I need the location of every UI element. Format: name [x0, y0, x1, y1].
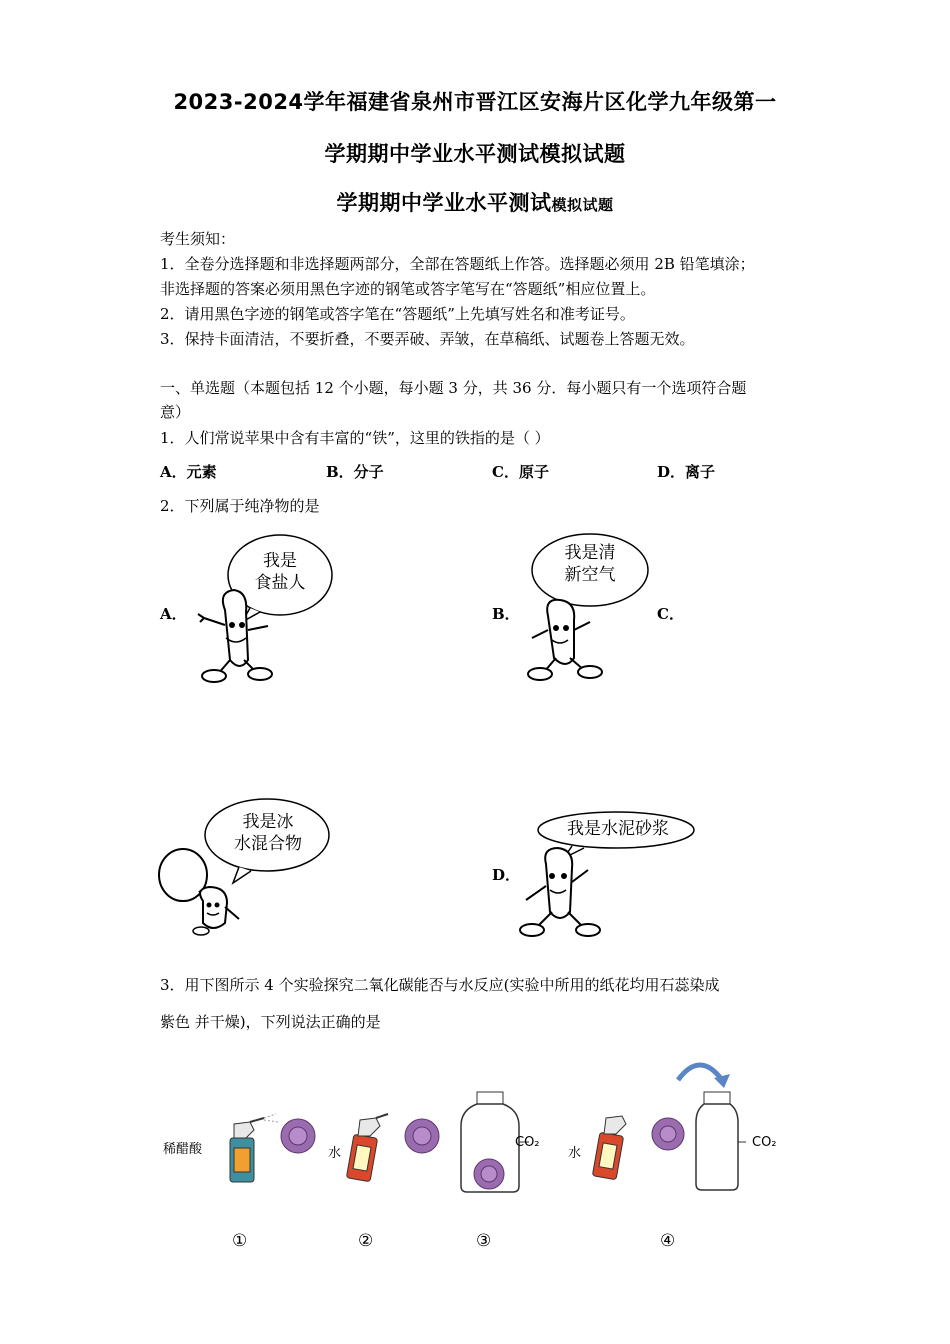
title-line-2: 学期期中学业水平测试模拟试题: [324, 142, 626, 166]
notice-item-1a: 1．全卷分选择题和非选择题两部分，全部在答题纸上作答。选择题必须用 2B 铅笔填涂；: [160, 255, 755, 273]
q1-option-b[interactable]: B．分子: [326, 463, 384, 481]
bubble-c-text: [213, 811, 323, 855]
q3-stem-a: 3．用下图所示 4 个实验探究二氧化碳能否与水反应(实验中所用的纸花均用石蕊染成: [160, 976, 720, 994]
q2-label-d[interactable]: D．: [492, 866, 521, 884]
experiment-1-illustration: [220, 1108, 330, 1188]
bubble-a-line-2: 食盐人: [254, 573, 306, 593]
bubble-b-text: [542, 542, 638, 586]
bubble-a-text: [234, 550, 326, 594]
notice-heading: 考生须知：: [160, 230, 236, 248]
bubble-b-line-2: 新空气: [564, 565, 616, 585]
section-heading-a: 一、单选题（本题包括 12 个小题，每小题 3 分，共 36 分．每小题只有一个选项符合题: [160, 379, 747, 397]
title-line-3-main: 学期期中学业水平测试: [336, 191, 552, 215]
bubble-c-line-2: 水混合物: [234, 834, 302, 854]
experiment-2-illustration: [340, 1100, 450, 1185]
q1-option-d[interactable]: D．离子: [657, 463, 716, 481]
q2-label-a[interactable]: A．: [160, 605, 187, 623]
notice-item-1b: 非选择题的答案必须用黑色字迹的钢笔或答字笔写在“答题纸”相应位置上。: [160, 280, 656, 298]
label-dilute-acetic-acid: 稀醋酸: [163, 1142, 203, 1157]
q3-stem-b: 紫色 并干燥)，下列说法正确的是: [160, 1013, 381, 1031]
experiment-number-2: ②: [358, 1231, 374, 1251]
notice-item-3: 3．保持卡面清洁，不要折叠，不要弄破、弄皱，在草稿纸、试题卷上答题无效。: [160, 330, 695, 348]
title-line-3-small: 模拟试题: [551, 196, 614, 214]
title-line-3: [0, 187, 950, 217]
title-line-1: 2023-2024学年福建省泉州市晋江区安海片区化学九年级第一: [173, 90, 777, 114]
q1-stem: 1．人们常说苹果中含有丰富的“铁”，这里的铁指的是（ ）: [160, 429, 550, 447]
experiment-4-illustration: [580, 1050, 750, 1195]
q2-stem: 2．下列属于纯净物的是: [160, 497, 320, 515]
experiment-number-4: ④: [660, 1231, 676, 1251]
cartoon-b-illustration: [520, 530, 670, 690]
label-co2-a: CO₂: [515, 1135, 540, 1150]
label-co2-b: CO₂: [752, 1135, 777, 1150]
q1-option-a[interactable]: A．元素: [160, 463, 217, 481]
cartoon-c-illustration: [155, 795, 340, 940]
cartoon-d-illustration: [512, 808, 702, 943]
bubble-c-line-1: 我是冰: [242, 812, 294, 832]
label-water-1: 水: [328, 1146, 342, 1161]
section-heading-b: 意）: [160, 403, 191, 421]
q1-option-c[interactable]: C．原子: [492, 463, 549, 481]
experiment-number-1: ①: [232, 1231, 248, 1251]
q2-label-c[interactable]: C．: [657, 605, 684, 623]
bubble-d-text: 我是水泥砂浆: [567, 819, 669, 839]
q2-label-b[interactable]: B．: [492, 605, 520, 623]
label-water-2: 水: [568, 1146, 582, 1161]
experiment-number-3: ③: [476, 1231, 492, 1251]
bubble-a-line-1: 我是: [263, 551, 297, 571]
notice-item-2: 2．请用黑色字迹的钢笔或答字笔在“答题纸”上先填写姓名和准考证号。: [160, 305, 635, 323]
bubble-b-line-1: 我是清: [564, 543, 616, 563]
cartoon-a-illustration: [190, 530, 340, 690]
